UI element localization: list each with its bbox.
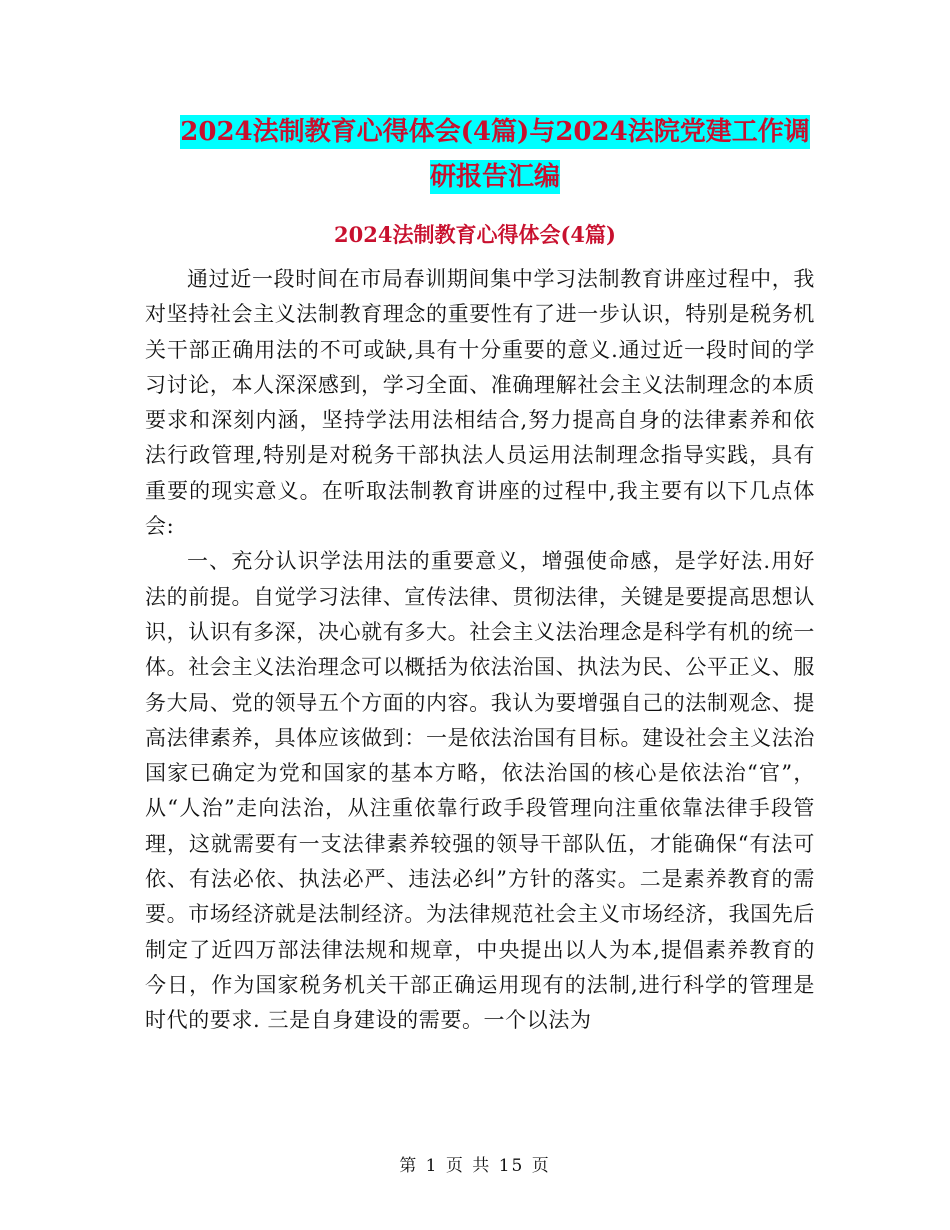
document-title xyxy=(120,110,870,200)
paragraph-2: 一、充分认识学法用法的重要意义，增强使命感，是学好法.用好法的前提。自觉学习法律、宣传法律、贯彻法律，关键是要提高思想认识，认识有多深，决心就有多大。社会主义法治理念是科学有机的统一体。社会主义法治理念可以概括为依法治国、执法为民、公平正义、服务大局、党的领导五个方面的内容。我认为要增强自己的法制观念、提高法律素养，具体应该做到：一是依法治国有目标。建设社会主义法治国家已确定为党和国家的基本方略，依法治国的核心是依法治“官”，从“人治”走向法治，从注重依靠行政手段管理向注重依靠法律手段管理，这就需要有一支法律素养较强的领导干部队伍，才能确保“有法可依、有法必依、执法必严、违法必纠”方针的落实。二是素养教育的需要。市场经济就是法制经济。为法律规范社会主义市场经济，我国先后制定了近四万部法律法规和规章，中央提出以人为本,提倡素养教育的今日，作为国家税务机关干部正确运用现有的法制,进行科学的管理是时代的要求. 三是自身建设的需要。一个以法为 xyxy=(145,549,815,1033)
title-line-1: 2024法制教育心得体会(4篇)与2024法院党建工作调 xyxy=(180,117,810,147)
page-footer: 第 1 页 共 15 页 xyxy=(399,1156,551,1176)
paragraph-1: 通过近一段时间在市局春训期间集中学习法制教育讲座过程中，我对坚持社会主义法制教育理念的重要性有了进一步认识，特别是税务机关干部正确用法的不可或缺,具有十分重要的意义.通过近一段时间的学习讨论，本人深深感到，学习全面、准确理解社会主义法制理念的本质要求和深刻内涵，坚持学法用法相结合,努力提高自身的法律素养和依法行政管理,特别是对税务干部执法人员运用法制理念指导实践，具有重要的现实意义。在听取法制教育讲座的过程中,我主要有以下几点体会: xyxy=(145,267,815,539)
document-body xyxy=(145,262,815,1039)
section-title: 2024法制教育心得体会(4篇) xyxy=(334,222,616,247)
title-line-2: 研报告汇编 xyxy=(429,162,560,192)
